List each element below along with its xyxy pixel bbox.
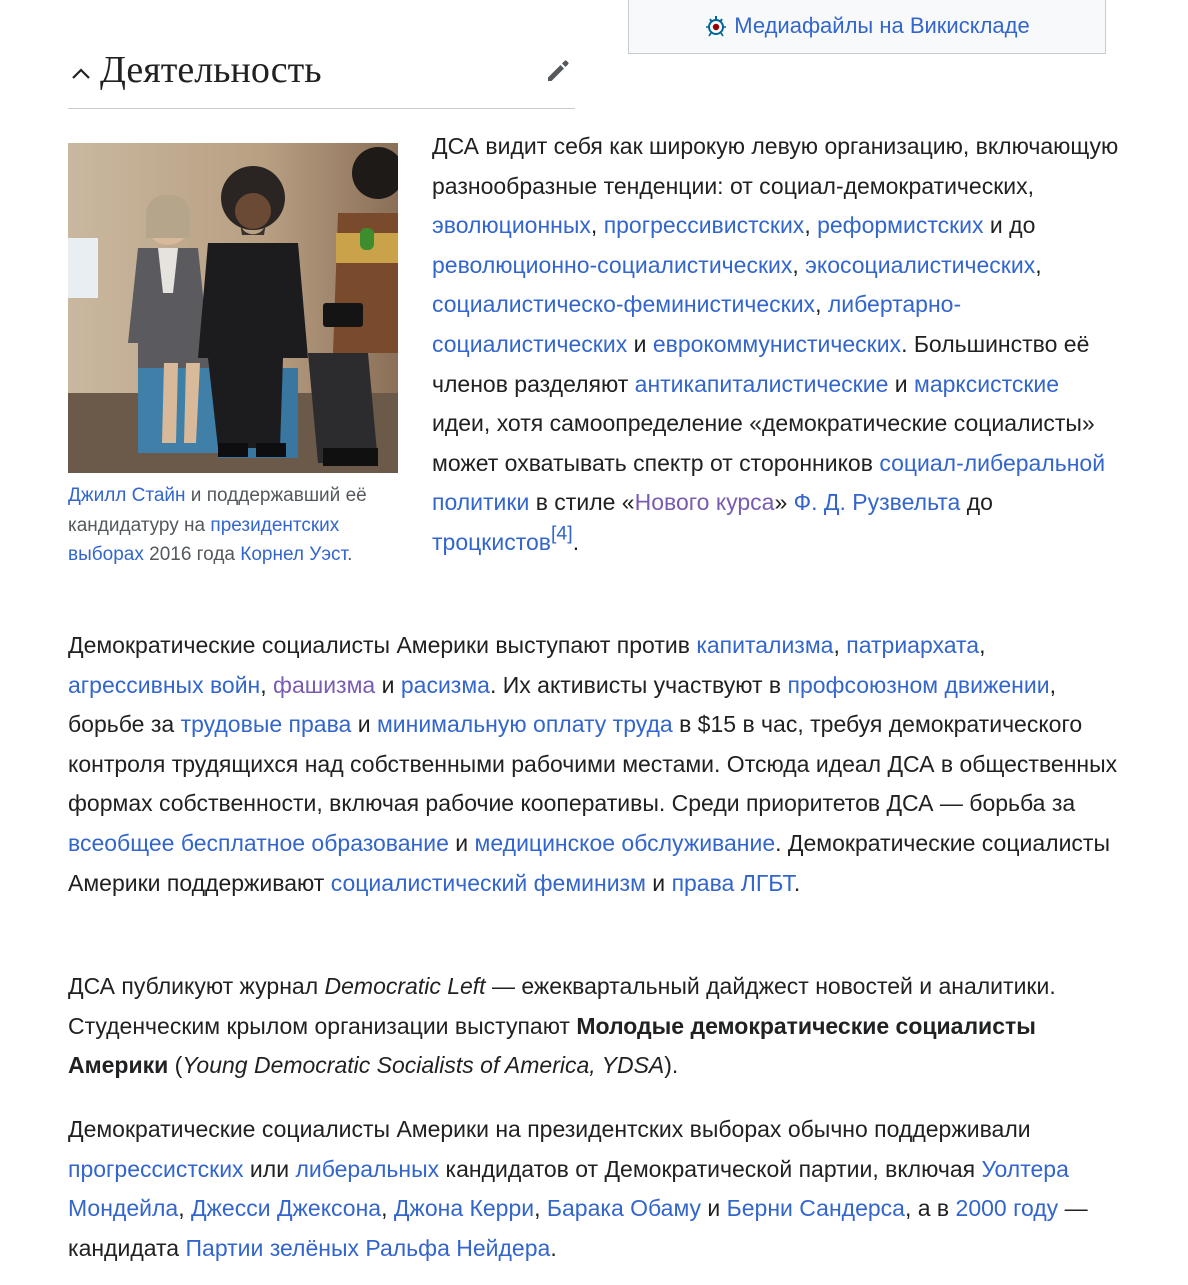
paragraph-2 <box>68 626 1118 903</box>
text: , <box>979 632 986 658</box>
link-marxist[interactable]: марксистские <box>914 370 1060 397</box>
text: , <box>833 632 847 658</box>
ydsa-name: Молодые демократические социалисты Америки <box>68 1012 1036 1079</box>
link-aggressive-wars[interactable]: агрессивных войн <box>68 671 261 698</box>
text: , <box>381 1195 394 1222</box>
text: , борьбе за <box>68 671 1056 738</box>
text: , <box>1035 251 1042 278</box>
text: , <box>804 212 818 239</box>
link-socialist-feminist[interactable]: социалистическо-феминистических <box>432 291 816 318</box>
link-libertarian-socialist[interactable]: либертарно-социалистических <box>432 291 962 357</box>
link-bernie-sanders[interactable]: Берни Сандерса <box>726 1195 905 1222</box>
journal-title: Democratic Left <box>324 973 486 999</box>
text: и <box>351 711 377 738</box>
link-socialist-feminism[interactable]: социалистический феминизм <box>330 869 646 896</box>
link-ecosocialist[interactable]: экосоциалистических <box>805 251 1036 278</box>
link-lgbt-rights[interactable]: права ЛГБТ <box>671 869 794 896</box>
link-barack-obama[interactable]: Барака Обаму <box>546 1195 702 1222</box>
caption-text: 2016 года <box>143 544 241 565</box>
text: , <box>260 671 274 698</box>
link-evolutionary[interactable]: эволюционных <box>432 212 591 239</box>
text: в стиле « <box>529 489 635 516</box>
link-minimum-wage[interactable]: минимальную оплату труда <box>376 711 673 738</box>
text: ДСА видит себя как широкую левую организацию, включающую разнообразные тенденции: от социал-демократических, <box>432 133 1119 199</box>
link-new-deal[interactable]: Нового курса <box>634 489 775 516</box>
text: Демократические социалисты Америки выступают против <box>68 632 697 658</box>
text: , <box>178 1195 191 1222</box>
text: ДСА публикуют журнал <box>68 973 325 999</box>
link-jill-stein[interactable]: Джилл Стайн <box>68 485 186 506</box>
text: или <box>243 1155 296 1182</box>
link-eurocommunist[interactable]: еврокоммунистических <box>652 330 902 357</box>
text: . <box>572 528 580 555</box>
ydsa-english-name: Young Democratic Socialists of America, YDSA <box>182 1052 665 1079</box>
link-2000-year[interactable]: 2000 году <box>955 1195 1059 1222</box>
thumbnail-image[interactable] <box>68 143 398 473</box>
link-free-education[interactable]: всеобщее бесплатное образование <box>68 829 449 856</box>
link-fascism[interactable]: фашизма <box>273 671 376 698</box>
text: и <box>701 1195 727 1222</box>
paragraph-1 <box>432 127 1122 563</box>
link-cornel-west[interactable]: Корнел Уэст <box>240 544 348 565</box>
text: , а в <box>904 1195 956 1222</box>
link-progressivist[interactable]: прогрессивистских <box>603 212 805 239</box>
text: » <box>774 489 794 516</box>
text: — кандидата <box>68 1195 1088 1261</box>
reference-link[interactable]: [4] <box>551 522 573 545</box>
text: до <box>960 489 993 516</box>
link-trotskyists[interactable]: троцкистов <box>432 528 551 555</box>
text: и до <box>983 212 1036 239</box>
text: — ежеквартальный дайджест новостей и аналитики. Студенческим крылом организации выступают <box>68 973 1056 1039</box>
text: и <box>448 829 475 856</box>
link-liberal[interactable]: либеральных <box>295 1155 440 1182</box>
pencil-icon[interactable] <box>543 54 575 86</box>
text: . <box>793 869 801 896</box>
text: . <box>550 1234 557 1261</box>
caption-text: . <box>347 544 353 565</box>
text: и <box>645 869 672 896</box>
commons-media-box <box>628 0 1106 54</box>
text: и <box>888 370 915 397</box>
caption-text: и поддержавший её кандидатуру на <box>68 485 367 536</box>
commons-media-link[interactable]: Медиафайлы на Викискладе <box>734 13 1030 39</box>
paragraph-3 <box>68 967 1118 1086</box>
text: . Большинство её членов разделяют <box>432 330 1090 397</box>
text: Демократические социалисты Америки на президентских выборах обычно поддерживали <box>68 1116 1031 1142</box>
section-title: Деятельность <box>100 49 322 91</box>
text: кандидатов от Демократической партии, включая <box>439 1155 982 1182</box>
link-john-kerry[interactable]: Джона Керри <box>393 1195 535 1222</box>
link-green-party-nader[interactable]: Партии зелёных Ральфа Нейдера <box>185 1234 551 1261</box>
text: ( <box>168 1052 183 1079</box>
text: , <box>590 212 604 239</box>
text: , <box>534 1195 547 1222</box>
thumbnail <box>68 143 398 570</box>
text: ). <box>664 1052 679 1079</box>
link-revolutionary-socialist[interactable]: революционно-социалистических <box>432 251 793 278</box>
link-walter-mondale[interactable]: Уолтера Мондейла <box>68 1155 1069 1222</box>
chevron-up-icon[interactable] <box>68 61 94 87</box>
link-racism[interactable]: расизма <box>400 671 490 698</box>
wikimedia-commons-icon <box>704 14 728 38</box>
link-healthcare[interactable]: медицинское обслуживание <box>474 829 776 856</box>
link-social-liberal-politics[interactable]: социал-либеральной политики <box>432 449 1106 516</box>
link-reformist[interactable]: реформистских <box>817 212 984 239</box>
text: . Их активисты участвуют в <box>489 671 788 698</box>
link-patriarchy[interactable]: патриархата <box>846 632 980 658</box>
link-fdr[interactable]: Ф. Д. Рузвельта <box>793 489 961 516</box>
text: , <box>792 251 806 278</box>
link-jesse-jackson[interactable]: Джесси Джексона <box>190 1195 382 1222</box>
link-progressive[interactable]: прогрессистских <box>68 1155 244 1182</box>
text: идеи, хотя самоопределение «демократические социалисты» может охватывать спектр от сторонников <box>432 410 1095 476</box>
link-presidential-elections[interactable]: президентских выборах <box>68 514 340 565</box>
paragraph-4 <box>68 1110 1118 1268</box>
text: и <box>627 330 653 357</box>
text: и <box>375 671 401 698</box>
link-labor-rights[interactable]: трудовые права <box>180 711 352 738</box>
text: в $15 в час, требуя демократического контроля трудящихся над собственными рабочими местами. Отсюда идеал ДСА в общественных формах собственности, включая рабочие кооперативы. Среди приоритетов ДСА — борьба за <box>68 711 1118 817</box>
section-heading[interactable] <box>68 40 575 109</box>
text: . Демократические социалисты Америки поддерживают <box>68 829 1110 896</box>
text: , <box>815 291 828 318</box>
thumbnail-caption <box>68 481 398 570</box>
link-capitalism[interactable]: капитализма <box>696 632 834 658</box>
link-anticapitalist[interactable]: антикапиталистические <box>634 370 889 397</box>
link-labor-movement[interactable]: профсоюзном движении <box>787 671 1050 698</box>
